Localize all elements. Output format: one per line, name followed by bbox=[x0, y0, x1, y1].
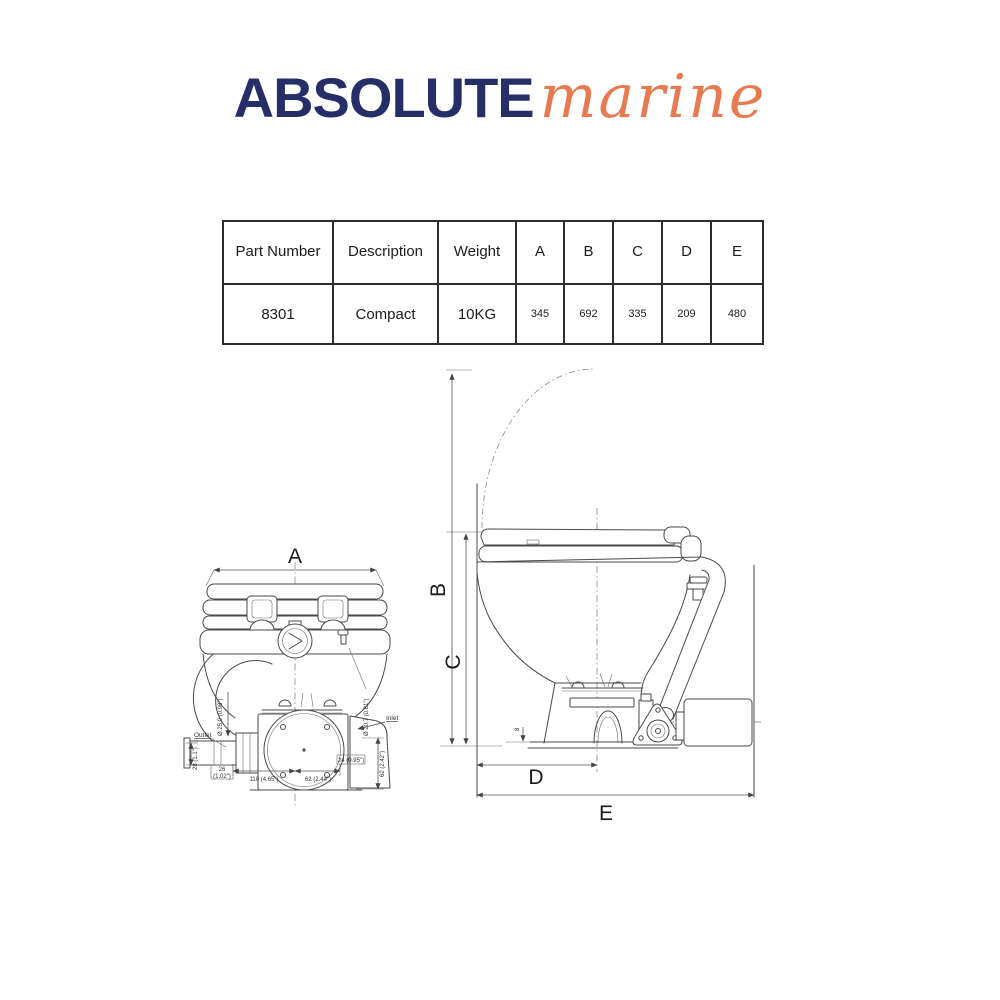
lid-swing-arc bbox=[482, 369, 594, 528]
dim-24-label: 24 (0.95") bbox=[337, 758, 365, 764]
side-dim-b bbox=[427, 374, 452, 744]
cell-dim-a: 345 bbox=[516, 284, 564, 344]
side-view bbox=[427, 369, 764, 825]
logo bbox=[0, 62, 1000, 132]
dim-26-label: 26 bbox=[218, 767, 226, 773]
side-macerator-housing bbox=[676, 699, 752, 746]
cell-description: Compact bbox=[333, 284, 438, 344]
cell-dim-e: 480 bbox=[711, 284, 763, 344]
side-dim-d bbox=[477, 765, 597, 789]
spec-table-header-row bbox=[223, 221, 763, 284]
outlet-label: Outlet bbox=[194, 732, 212, 739]
dim-label-a: A bbox=[287, 545, 303, 568]
technical-drawing bbox=[150, 352, 810, 848]
outlet-diameter-label: Ø 25.0 (0.98") bbox=[218, 698, 224, 736]
side-dim-base bbox=[515, 727, 523, 741]
inlet-label: Inlet bbox=[386, 715, 399, 722]
cell-dim-c: 335 bbox=[613, 284, 662, 344]
spec-table bbox=[222, 220, 764, 345]
cell-part-number: 8301 bbox=[223, 284, 333, 344]
outlet-height-label: 28 (1.1") bbox=[193, 747, 199, 770]
front-view bbox=[184, 545, 398, 806]
side-dim-e bbox=[477, 795, 754, 825]
dim-label-d: D bbox=[528, 766, 544, 789]
dim-26-inch-label: (1.02") bbox=[213, 774, 231, 780]
cell-dim-d: 209 bbox=[662, 284, 711, 344]
header-dim-e: E bbox=[711, 221, 763, 284]
spec-table-data-row bbox=[223, 284, 763, 344]
header-description: Description bbox=[333, 221, 438, 284]
logo-primary-text: ABSOLUTE bbox=[233, 66, 534, 129]
header-part-number: Part Number bbox=[223, 221, 333, 284]
dim-label-c: C bbox=[442, 654, 465, 670]
header-dim-c: C bbox=[613, 221, 662, 284]
side-dim-c bbox=[442, 534, 466, 744]
inlet-diameter-label: Ø 20.7 (0.81") bbox=[364, 698, 370, 736]
dim-110-label: 110 (4.65") bbox=[249, 777, 279, 783]
dim-label-e: E bbox=[598, 802, 614, 825]
cell-dim-b: 692 bbox=[564, 284, 613, 344]
header-weight: Weight bbox=[438, 221, 516, 284]
logo-secondary-text: marine bbox=[539, 62, 767, 132]
dim-label-b: B bbox=[427, 582, 450, 598]
header-dim-a: A bbox=[516, 221, 564, 284]
cell-weight: 10KG bbox=[438, 284, 516, 344]
dim-62-right-label: 62 (2.42") bbox=[380, 750, 386, 777]
header-dim-b: B bbox=[564, 221, 613, 284]
header-dim-d: D bbox=[662, 221, 711, 284]
dim-base-label: 8 bbox=[515, 727, 521, 731]
dim-62-bottom-label: 62 (2.44") bbox=[304, 777, 332, 783]
